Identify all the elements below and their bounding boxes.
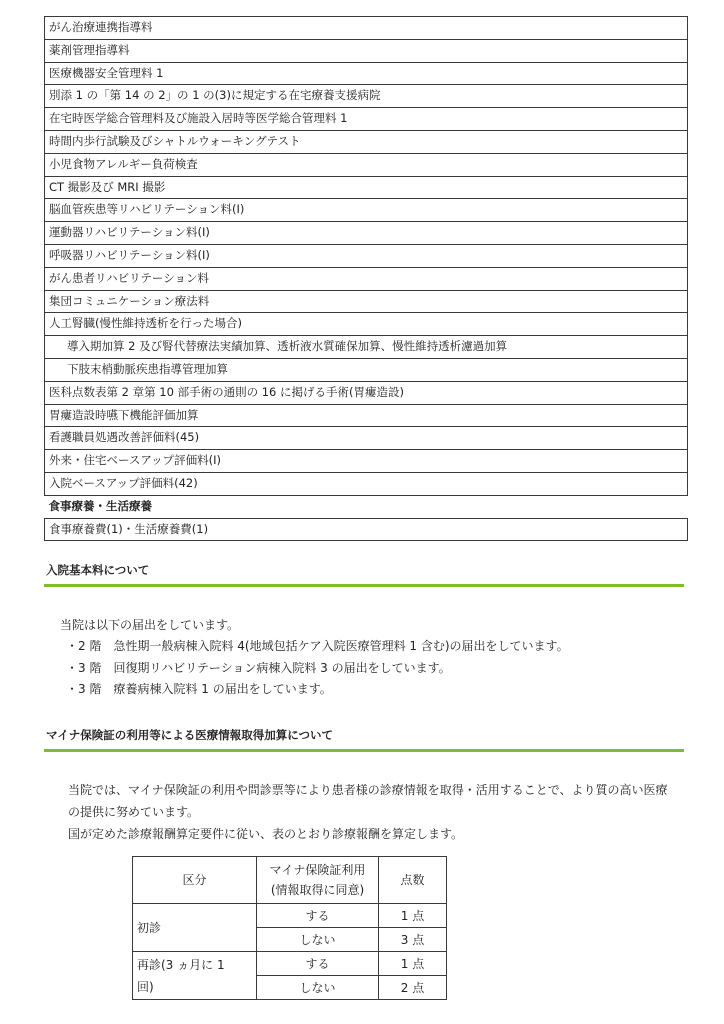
usage-cell: する [257, 904, 379, 928]
points-cell: 3 点 [379, 928, 447, 952]
table-row [45, 450, 688, 473]
facility-standard-item: がん患者リハビリテーション料 [45, 267, 688, 290]
table-row [45, 472, 688, 495]
table-row [45, 244, 688, 267]
table-row [45, 62, 688, 85]
table-row [45, 381, 688, 404]
fee-table [132, 856, 447, 1000]
mynumber-paragraph-line2: の提供に努めています。 [68, 805, 200, 819]
revisit-category [133, 952, 257, 1000]
facility-standard-item: 医療機器安全管理料 1 [45, 62, 688, 85]
facility-standard-item: 薬剤管理指導料 [45, 39, 688, 62]
table-row [45, 358, 688, 381]
facility-standard-item: 脳血管疾患等リハビリテーション料(Ⅰ) [45, 199, 688, 222]
table-row [45, 153, 688, 176]
header-points: 点数 [379, 857, 447, 904]
admission-section-heading: 入院基本料について [44, 562, 684, 587]
facility-standard-item: 呼吸器リハビリテーション料(Ⅰ) [45, 244, 688, 267]
facility-standard-item: 外来・住宅ベースアップ評価料(Ⅰ) [45, 450, 688, 473]
list-item: ・3 階 療養病棟入院料 1 の届出をしています。 [66, 682, 332, 696]
table-row [133, 952, 447, 976]
facility-standard-item: 小児食物アレルギー負荷検査 [45, 153, 688, 176]
points-cell: 1 点 [379, 904, 447, 928]
table-row [45, 313, 688, 336]
table-row [45, 85, 688, 108]
first-visit-category: 初診 [133, 904, 257, 952]
facility-standard-item: 時間内歩行試験及びシャトルウォーキングテスト [45, 130, 688, 153]
list-item: ・3 階 回復期リハビリテーション病棟入院料 3 の届出をしています。 [66, 660, 451, 675]
facility-standard-item: 集団コミュニケーション療法料 [45, 290, 688, 313]
table-row [45, 199, 688, 222]
admission-intro: 当院は以下の届出をしています。 [60, 618, 240, 632]
facility-standard-item: 運動器リハビリテーション料(Ⅰ) [45, 222, 688, 245]
table-row [45, 290, 688, 313]
table-row [45, 336, 688, 359]
mynumber-section-heading: マイナ保険証の利用等による医療情報取得加算について [44, 727, 684, 752]
table-row [45, 267, 688, 290]
facility-standard-item: がん治療連携指導料 [45, 17, 688, 40]
facility-standard-item: 胃瘻造設時嚥下機能評価加算 [45, 404, 688, 427]
table-row [45, 222, 688, 245]
table-row [45, 518, 688, 541]
table-row [45, 176, 688, 199]
table-row [133, 904, 447, 928]
facility-standard-item: 別添 1 の「第 14 の 2」の 1 の(3)に規定する在宅療養支援病院 [45, 85, 688, 108]
table-row [45, 495, 688, 518]
table-row [45, 130, 688, 153]
facility-standard-item: 看護職員処遇改善評価料(45) [45, 427, 688, 450]
table-row [45, 427, 688, 450]
fee-table-header [133, 857, 447, 904]
usage-cell: しない [257, 976, 379, 1000]
mynumber-paragraph-line1: 当院では、マイナ保険証の利用や問診票等により患者様の診療情報を取得・活用することで、より質の高い医療 [68, 783, 668, 797]
header-usage [257, 857, 379, 904]
meal-group [45, 495, 688, 541]
header-usage-line2: (情報取得に同意) [270, 883, 365, 897]
revisit-category-line2: 回) [137, 979, 154, 994]
facility-standard-item: 在宅時医学総合管理料及び施設入居時等医学総合管理料 1 [45, 108, 688, 131]
facility-standard-item: CT 撮影及び MRI 撮影 [45, 176, 688, 199]
usage-cell: する [257, 952, 379, 976]
header-usage-line1: マイナ保険証利用 [269, 863, 366, 877]
facility-standards-table [44, 16, 688, 541]
facility-standard-item: 人工腎臓(慢性維持透析を行った場合) [45, 313, 688, 336]
table-row [45, 404, 688, 427]
facility-standard-item: 下肢末梢動脈疾患指導管理加算 [45, 358, 688, 381]
facility-standard-item: 医科点数表第 2 章第 10 部手術の通則の 16 に掲げる手術(胃瘻造設) [45, 381, 688, 404]
mynumber-paragraph2: 国が定めた診療報酬算定要件に従い、表のとおり診療報酬を算定します。 [68, 827, 464, 841]
revisit-category-line1: 再診(3 ヵ月に 1 [137, 957, 225, 972]
facility-standard-item: 入院ベースアップ評価料(42) [45, 472, 688, 495]
points-cell: 1 点 [379, 952, 447, 976]
list-item: ・2 階 急性期一般病棟入院料 4(地域包括ケア入院医療管理料 1 含む)の届出をしています。 [66, 639, 569, 653]
usage-cell: しない [257, 928, 379, 952]
ward-list [66, 636, 569, 701]
table-row [45, 17, 688, 40]
points-cell: 2 点 [379, 976, 447, 1000]
facility-standards-body [45, 17, 688, 496]
meal-group-heading: 食事療養・生活療養 [45, 495, 688, 518]
header-category: 区分 [133, 857, 257, 904]
table-row [45, 39, 688, 62]
facility-standard-item: 導入期加算 2 及び腎代替療法実績加算、透析液水質確保加算、慢性維持透析濾過加算 [45, 336, 688, 359]
table-row [45, 108, 688, 131]
meal-group-item: 食事療養費(1)・生活療養費(1) [45, 518, 688, 541]
